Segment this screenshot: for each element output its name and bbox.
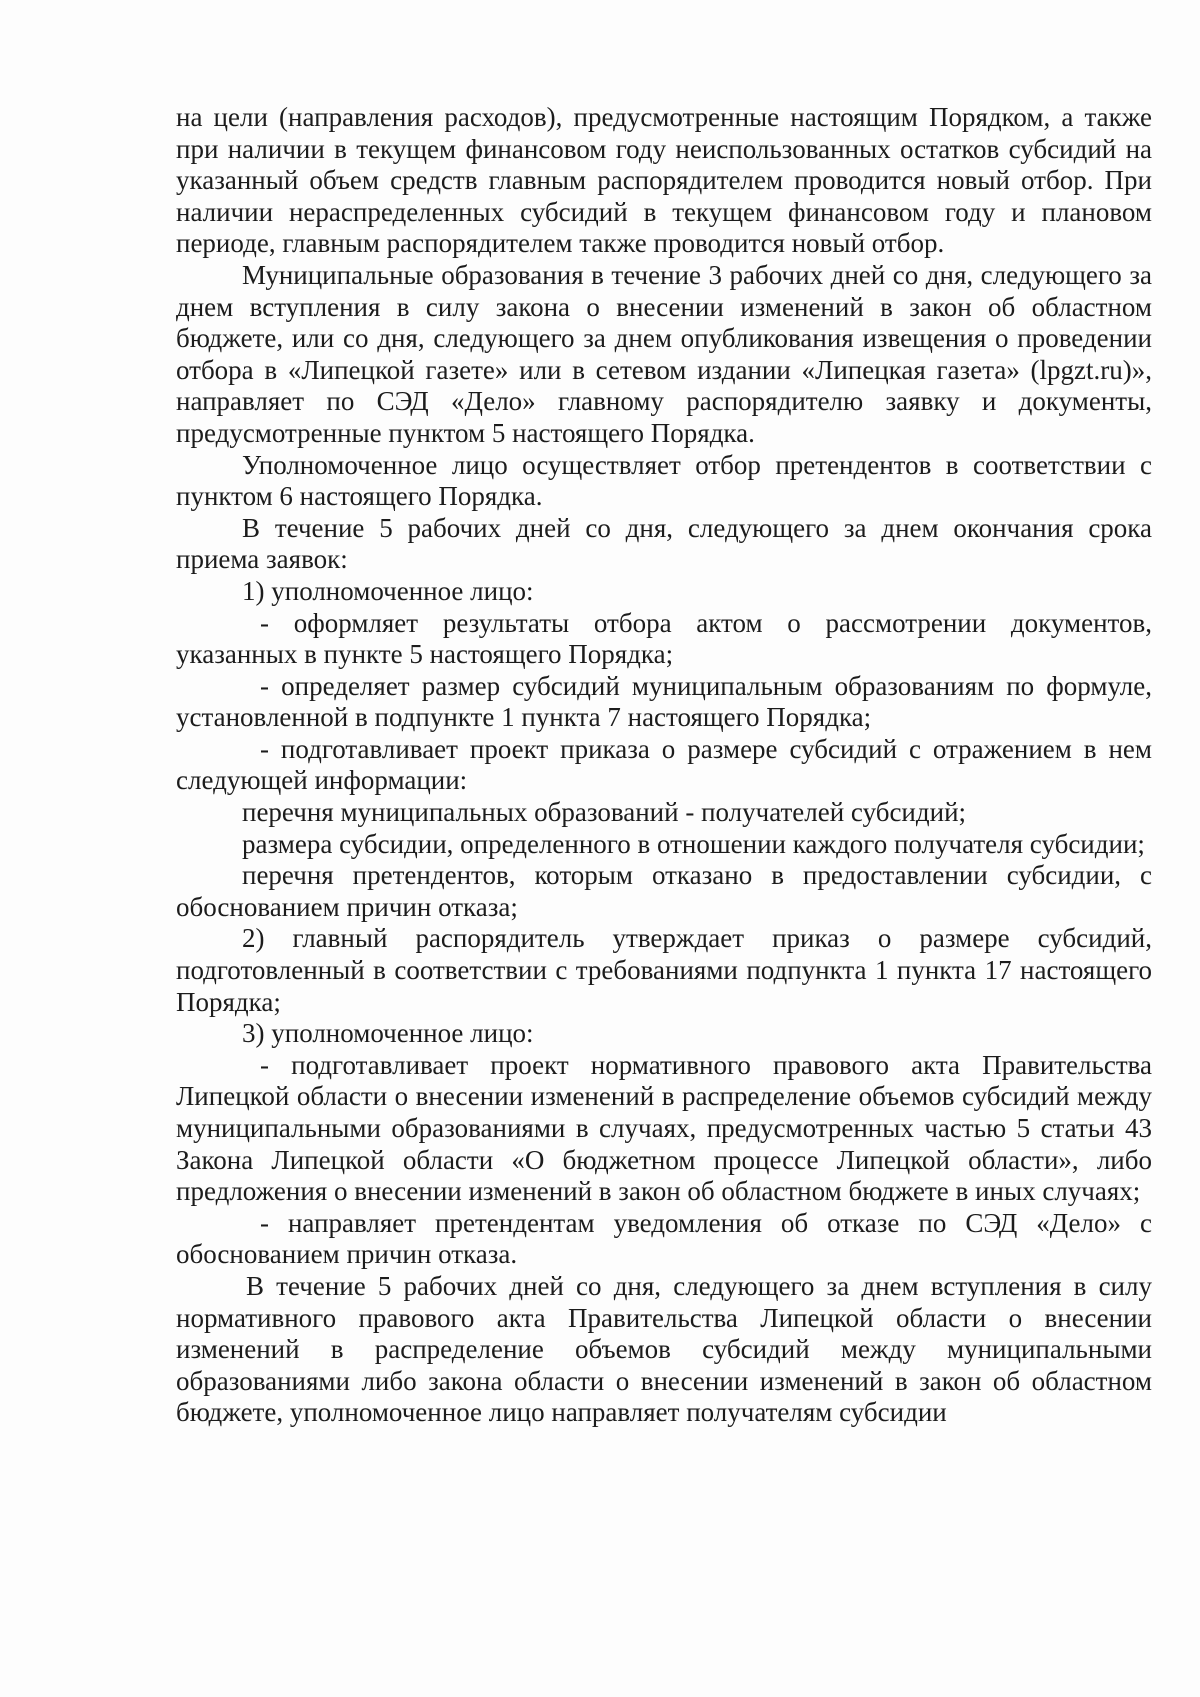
paragraph: перечня претендентов, которым отказано в предоставлении субсидии, с обоснованием причин отказа; [176, 860, 1152, 922]
paragraph: В течение 5 рабочих дней со дня, следующего за днем вступления в силу нормативного правового акта Правительства Липецкой области о внесении изменений в распределение объемов субсидий между муниципальными образованиями либо закона области о внесении изменений в закон об областном бюджете, уполномоченное лицо направляет получателям субсидии [176, 1270, 1152, 1428]
paragraph: - оформляет результаты отбора актом о рассмотрении документов, указанных в пункте 5 настоящего Порядка; [176, 607, 1152, 670]
paragraph: - направляет претендентам уведомления об отказе по СЭД «Дело» с обоснованием причин отказа. [176, 1207, 1152, 1270]
paragraph: Уполномоченное лицо осуществляет отбор претендентов в соответствии с пунктом 6 настоящего Порядка. [176, 449, 1152, 512]
paragraph: 1) уполномоченное лицо: [242, 575, 534, 606]
paragraph: на цели (направления расходов), предусмотренные настоящим Порядком, а также при наличии в текущем финансовом году неиспользованных остатков субсидий на указанный объем средств главным распорядителем проводится новый отбор. При наличии нераспределенных субсидий в текущем финансовом году и плановом периоде, главным распорядителем также проводится новый отбор. [176, 102, 1152, 259]
paragraph: - подготавливает проект приказа о размере субсидий с отражением в нем следующей информации: [176, 733, 1152, 796]
paragraph: перечня муниципальных образований - получателей субсидий; [242, 797, 967, 828]
paragraph: - подготавливает проект нормативного правового акта Правительства Липецкой области о внесении изменений в распределение объемов субсидий между муниципальными образованиями в случаях, предусмотренных частью 5 статьи 43 Закона Липецкой области «О бюджетном процессе Липецкой области», либо предложения о внесении изменений в закон об областном бюджете в иных случаях; [176, 1049, 1152, 1207]
paragraph: 2) главный распорядитель утверждает приказ о размере субсидий, подготовленный в соответствии с требованиями подпункта 1 пункта 17 настоящего Порядка; [176, 923, 1152, 1017]
paragraph: 3) уполномоченное лицо: [242, 1018, 534, 1049]
document-body [176, 102, 1152, 1429]
paragraph: Муниципальные образования в течение 3 рабочих дней со дня, следующего за днем вступления в силу закона о внесении изменений в закон об областном бюджете, или со дня, следующего за днем опубликования извещения о проведении отбора в «Липецкой газете» или в сетевом издании «Липецкая газета» (lpgzt.ru)», направляет по СЭД «Дело» главному распорядителю заявку и документы, предусмотренные пунктом 5 настоящего Порядка. [176, 259, 1152, 448]
paragraph: - определяет размер субсидий муниципальным образованиям по формуле, установленной в подпункте 1 пункта 7 настоящего Порядка; [176, 670, 1152, 733]
paragraph: размера субсидии, определенного в отношении каждого получателя субсидии; [242, 828, 1145, 859]
paragraph: В течение 5 рабочих дней со дня, следующего за днем окончания срока приема заявок: [176, 512, 1152, 575]
